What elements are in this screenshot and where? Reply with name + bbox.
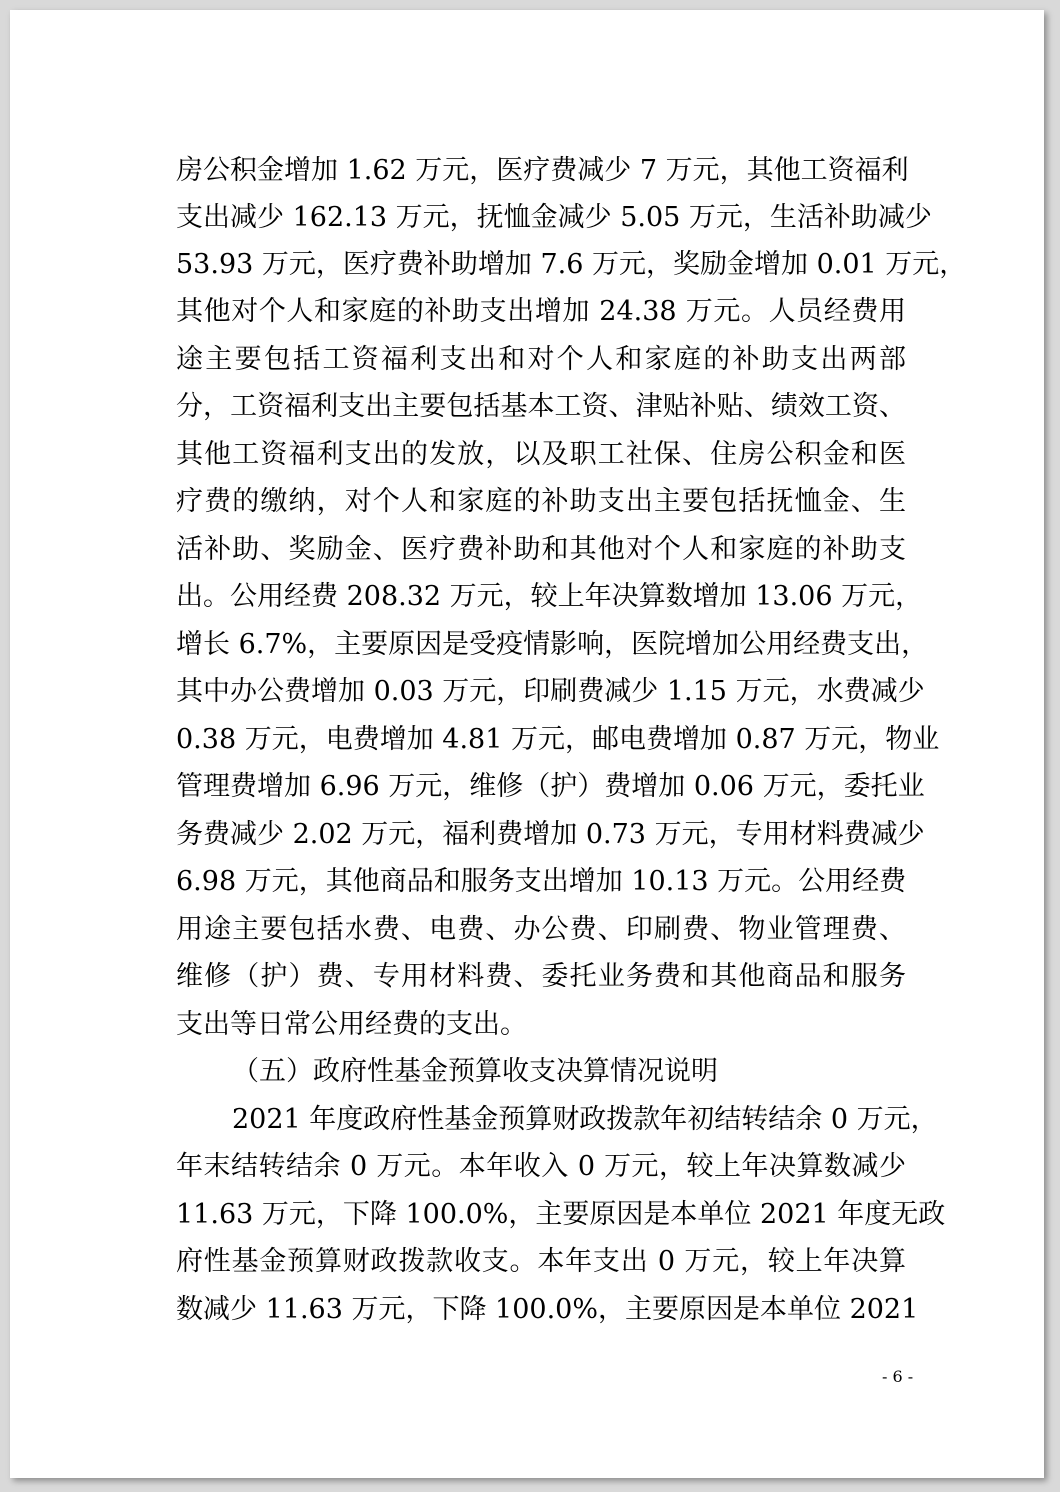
section-heading: （五）政府性基金预算收支决算情况说明 bbox=[232, 1056, 718, 1087]
paragraph-line: 6.98 万元，其他商品和服务支出增加 10.13 万元。公用经费 bbox=[176, 866, 907, 897]
paragraph-line: 数减少 11.63 万元，下降 100.0%，主要原因是本单位 2021 bbox=[176, 1294, 919, 1325]
paragraph-line: 2021 年度政府性基金预算财政拨款年初结转结余 0 万元， bbox=[232, 1104, 938, 1135]
paragraph-line: 0.38 万元，电费增加 4.81 万元，邮电费增加 0.87 万元，物业 bbox=[176, 724, 940, 755]
paragraph-line: 53.93 万元，医疗费补助增加 7.6 万元，奖励金增加 0.01 万元， bbox=[176, 249, 967, 280]
paragraph-line: 其中办公费增加 0.03 万元，印刷费减少 1.15 万元，水费减少 bbox=[176, 676, 925, 707]
paragraph-line: 用途主要包括水费、电费、办公费、印刷费、物业管理费、 bbox=[176, 914, 906, 945]
paragraph-line: 管理费增加 6.96 万元，维修（护）费增加 0.06 万元，委托业 bbox=[176, 771, 925, 802]
paragraph-line: 出。公用经费 208.32 万元，较上年决算数增加 13.06 万元， bbox=[176, 581, 923, 612]
paragraph-line: 其他对个人和家庭的补助支出增加 24.38 万元。人员经费用 bbox=[176, 296, 906, 327]
paragraph-line: 疗费的缴纳，对个人和家庭的补助支出主要包括抚恤金、生 bbox=[176, 486, 906, 517]
paragraph-line: 务费减少 2.02 万元，福利费增加 0.73 万元，专用材料费减少 bbox=[176, 819, 925, 850]
paragraph-line: 维修（护）费、专用材料费、委托业务费和其他商品和服务 bbox=[176, 961, 906, 992]
paragraph-line: 支出等日常公用经费的支出。 bbox=[176, 1009, 527, 1040]
page-number: - 6 - bbox=[882, 1367, 914, 1386]
paragraph-line: 增长 6.7%，主要原因是受疫情影响，医院增加公用经费支出， bbox=[176, 629, 929, 660]
paragraph-line: 活补助、奖励金、医疗费补助和其他对个人和家庭的补助支 bbox=[176, 534, 906, 565]
paragraph-line: 11.63 万元，下降 100.0%，主要原因是本单位 2021 年度无政 bbox=[176, 1199, 946, 1230]
paragraph-line: 支出减少 162.13 万元，抚恤金减少 5.05 万元，生活补助减少 bbox=[176, 202, 932, 233]
paragraph-line: 府性基金预算财政拨款收支。本年支出 0 万元，较上年决算 bbox=[176, 1246, 906, 1277]
paragraph-line: 途主要包括工资福利支出和对个人和家庭的补助支出两部 bbox=[176, 344, 906, 375]
paragraph-line: 房公积金增加 1.62 万元，医疗费减少 7 万元，其他工资福利 bbox=[176, 155, 909, 186]
paragraph-line: 年末结转结余 0 万元。本年收入 0 万元，较上年决算数减少 bbox=[176, 1151, 906, 1182]
paragraph-line: 其他工资福利支出的发放，以及职工社保、住房公积金和医 bbox=[176, 439, 906, 470]
document-page bbox=[10, 10, 1044, 1478]
paragraph-line: 分，工资福利支出主要包括基本工资、津贴补贴、绩效工资、 bbox=[176, 391, 906, 422]
